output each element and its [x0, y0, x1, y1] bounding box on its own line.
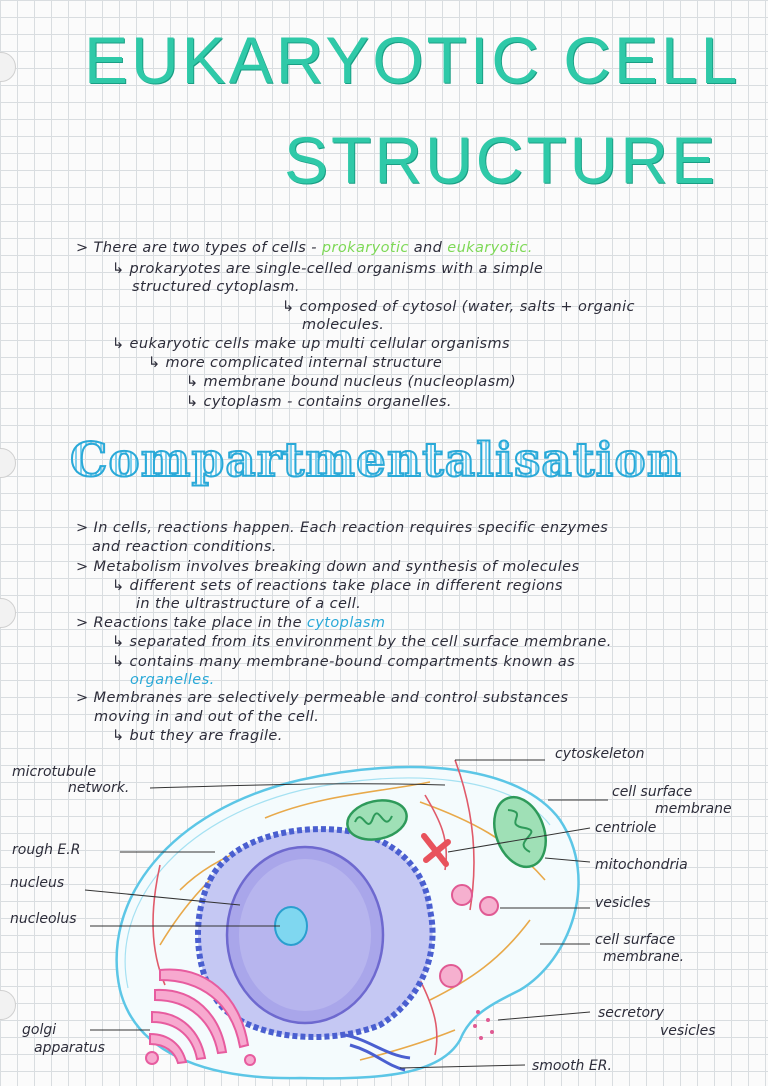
body-line: in the ultrastructure of a cell.: [136, 596, 362, 612]
body-line: > Membranes are selectively permeable and control substances: [76, 690, 569, 706]
label-smooth-er: smooth ER.: [532, 1058, 612, 1074]
section-heading: Compartmentalisation: [70, 433, 682, 488]
intro-line: ↳ membrane bound nucleus (nucleoplasm): [186, 374, 517, 390]
page-title-line1: EUKARYOTIC CELL: [84, 23, 741, 97]
intro-line: ↳ prokaryotes are single-celled organisms with a simple: [112, 261, 544, 277]
keyword-cytoplasm: cytoplasm: [306, 615, 386, 631]
intro-line: ↳ more complicated internal structure: [148, 355, 443, 371]
keyword-organelles: organelles.: [130, 672, 215, 688]
label-cell-surface-membrane-bottom: cell surface: [595, 932, 676, 948]
label-cytoskeleton: cytoskeleton: [555, 746, 645, 762]
label-golgi: golgi: [22, 1022, 57, 1038]
label-microtubule: microtubule: [12, 764, 97, 780]
intro-line: ↳ eukaryotic cells make up multi cellular organisms: [112, 336, 510, 352]
page-title-line2: STRUCTURE: [284, 123, 718, 197]
body-line: > Metabolism involves breaking down and synthesis of molecules: [76, 559, 580, 575]
label-secretory-vesicles: secretory: [598, 1005, 665, 1021]
intro-line: > There are two types of cells - prokaryotic and eukaryotic.: [76, 240, 533, 256]
label-rough-er: rough E.R: [12, 842, 81, 858]
label-cell-surface-membrane-top-2: membrane: [655, 801, 732, 817]
label-cell-surface-membrane-bottom-2: membrane.: [603, 949, 685, 965]
label-nucleolus: nucleolus: [10, 911, 77, 927]
body-line: ↳ separated from its environment by the cell surface membrane.: [112, 634, 612, 650]
label-secretory-vesicles-2: vesicles: [660, 1023, 716, 1039]
body-line: ↳ contains many membrane-bound compartments known as: [112, 654, 576, 670]
binder-hole: [0, 52, 16, 82]
label-cell-surface-membrane-top: cell surface: [612, 784, 693, 800]
keyword-eukaryotic: eukaryotic.: [447, 240, 533, 256]
body-line: ↳ different sets of reactions take place in different regions: [112, 578, 563, 594]
intro-line: structured cytoplasm.: [132, 279, 300, 295]
intro-line: molecules.: [302, 317, 385, 333]
binder-hole: [0, 598, 16, 628]
body-line: > In cells, reactions happen. Each reaction requires specific enzymes: [76, 520, 609, 536]
binder-hole: [0, 448, 16, 478]
body-line: and reaction conditions.: [92, 539, 277, 555]
body-line: > Reactions take place in the cytoplasm: [76, 615, 386, 631]
label-vesicles: vesicles: [595, 895, 651, 911]
label-golgi-apparatus: apparatus: [34, 1040, 105, 1056]
intro-line: ↳ composed of cytosol (water, salts + organic: [282, 299, 635, 315]
label-microtubule-network: network.: [68, 780, 130, 796]
label-nucleus: nucleus: [10, 875, 65, 891]
label-mitochondria: mitochondria: [595, 857, 688, 873]
body-line: ↳ but they are fragile.: [112, 728, 283, 744]
keyword-prokaryotic: prokaryotic: [321, 240, 409, 256]
label-centriole: centriole: [595, 820, 657, 836]
intro-line: ↳ cytoplasm - contains organelles.: [186, 394, 452, 410]
body-line: moving in and out of the cell.: [94, 709, 320, 725]
